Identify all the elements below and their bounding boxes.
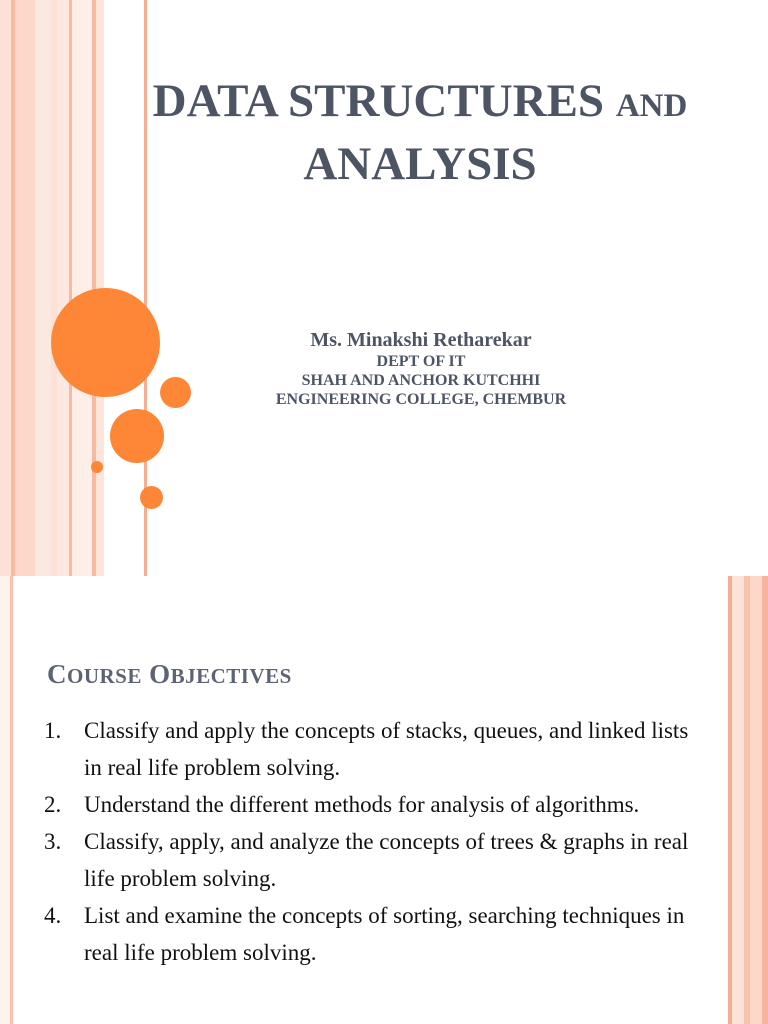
decorative-stripe bbox=[732, 576, 744, 1024]
heading-rest: BJECTIVES bbox=[170, 664, 292, 688]
decorative-stripe bbox=[0, 0, 11, 576]
slide-title bbox=[110, 72, 730, 193]
decorative-stripe bbox=[0, 576, 10, 1024]
decorative-circle-dot bbox=[91, 461, 103, 473]
objectives-slide bbox=[0, 576, 768, 1024]
decorative-circle-small bbox=[140, 486, 163, 509]
college-line2: ENGINEERING COLLEGE, CHEMBUR bbox=[275, 391, 567, 408]
objectives-list bbox=[44, 712, 704, 971]
department: DEPT OF IT bbox=[376, 353, 466, 370]
college-line1: SHAH AND ANCHOR KUTCHHI bbox=[301, 372, 541, 389]
list-item-number: 1. bbox=[44, 718, 62, 743]
decorative-stripe bbox=[57, 0, 69, 576]
decorative-stripe bbox=[750, 576, 762, 1024]
list-item-number: 2. bbox=[44, 792, 62, 817]
decorative-stripe bbox=[72, 0, 92, 576]
heading-rest: OURSE bbox=[67, 664, 142, 688]
decorative-circle-small bbox=[160, 377, 191, 408]
list-item-text: List and examine the concepts of sorting, searching techniques in real life problem solving. bbox=[84, 903, 685, 965]
objectives-heading bbox=[47, 658, 292, 692]
author-name: Ms. Minakshi Retharekar bbox=[310, 329, 532, 351]
list-item-text: Classify, apply, and analyze the concepts of trees & graphs in real life problem solving. bbox=[84, 829, 689, 891]
author-block bbox=[200, 328, 642, 409]
decorative-stripe bbox=[35, 0, 51, 576]
decorative-stripe bbox=[762, 576, 768, 1024]
list-item-number: 4. bbox=[44, 903, 62, 928]
decorative-circle-large bbox=[51, 288, 160, 397]
list-item bbox=[44, 897, 704, 971]
slide-title-main: DATA STRUCTURES bbox=[152, 75, 605, 127]
decorative-circle-medium bbox=[110, 409, 164, 463]
slide-title-line2: ANALYSIS bbox=[303, 138, 537, 190]
list-item-number: 3. bbox=[44, 829, 62, 854]
list-item-text: Understand the different methods for analysis of algorithms. bbox=[84, 792, 640, 817]
list-item bbox=[44, 712, 704, 786]
decorative-stripe bbox=[10, 576, 13, 1024]
slide-title-small: AND bbox=[615, 88, 688, 124]
decorative-stripe bbox=[15, 0, 35, 576]
heading-initial: C bbox=[47, 659, 67, 689]
list-item bbox=[44, 786, 704, 823]
slide-title-line1 bbox=[110, 72, 730, 135]
list-item-text: Classify and apply the concepts of stacks, queues, and linked lists in real life problem solving. bbox=[84, 718, 689, 780]
list-item bbox=[44, 823, 704, 897]
heading-initial: O bbox=[149, 659, 171, 689]
